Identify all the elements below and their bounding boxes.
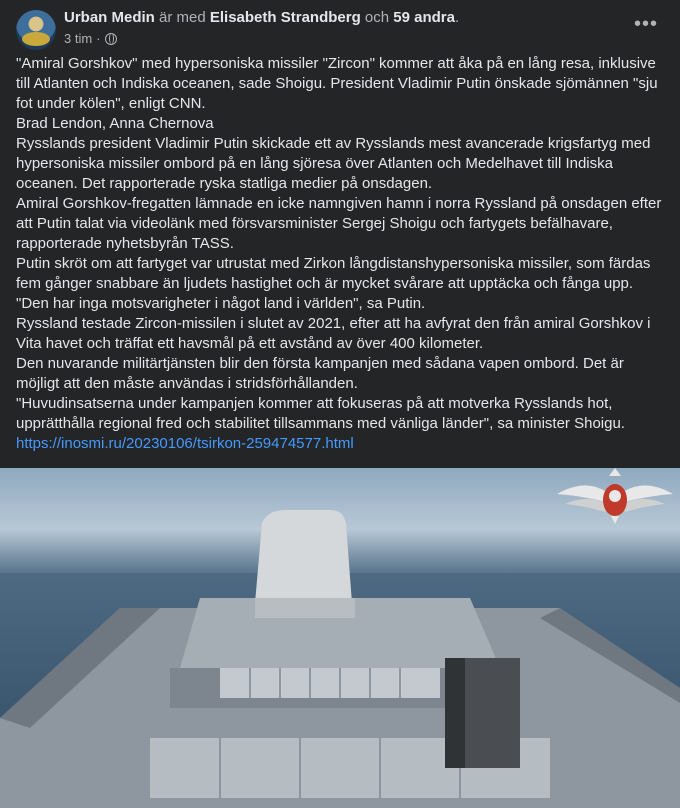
turret — [255, 510, 352, 603]
post-text — [16, 54, 664, 454]
vls-hatches — [220, 668, 440, 698]
post-header — [0, 0, 680, 56]
meta-separator: · — [96, 31, 101, 46]
globe-icon[interactable] — [105, 33, 117, 45]
author-avatar[interactable] — [16, 10, 56, 50]
turret-base — [255, 598, 355, 618]
mast-shadow — [445, 658, 465, 768]
paragraph: Brad Lendon, Anna Chernova — [16, 115, 214, 132]
ship-deck-illustration — [0, 468, 680, 808]
paragraph: Rysslands president Vladimir Putin skickade ett av Rysslands mest avancerade krigsfartyg med hypersoniska missiler ombord på en lång sjöresa över Atlanten och Medelhavet till Indiska oceanen. Det rapporterade ryska statliga medier på onsdagen. — [16, 135, 651, 192]
more-options-icon[interactable]: ••• — [634, 13, 659, 35]
mast-post — [460, 658, 520, 768]
paragraph: "Amiral Gorshkov" med hypersoniska missiler "Zircon" kommer att åka på en lång resa, inklusive till Atlanten och Indiska oceanen, sade Shoigu. President Vladimir Putin önskade sjömännen "sju fot under kölen", enligt CNN. — [16, 55, 658, 112]
tagged-person[interactable]: Elisabeth Strandberg — [209, 9, 361, 26]
ministry-of-defence-emblem-icon — [557, 468, 673, 524]
paragraph: Putin skröt om att fartyget var utrustat med Zirkon långdistanshypersoniska missiler, som färdas fem gånger snabbare än ljudets hastighet och är mycket svårare att upptäcka och fånga upp. — [16, 255, 651, 292]
author-line — [64, 9, 459, 27]
post-meta — [64, 31, 117, 47]
others-link[interactable]: 59 andra — [393, 9, 455, 26]
paragraph: Amiral Gorshkov-fregatten lämnade en icke namngiven hamn i norra Ryssland på onsdagen efter att Putin talat via videolänk med försvarsminister Sergej Shoigu och fartygets befälhavare, rapporterade nyhetsbyrån TASS. — [16, 195, 662, 252]
paragraph: "Huvudinsatserna under kampanjen kommer att fokuseras på att motverka Rysslands hot, upprätthålla regional fred och stabilitet tillsammans med vänliga länder", sa minister Shoigu. — [16, 395, 625, 432]
paragraph: "Den har inga motsvarigheter i något land i världen", sa Putin. — [16, 295, 426, 312]
post-image[interactable] — [0, 468, 680, 808]
author-name[interactable]: Urban Medin — [64, 9, 155, 26]
with-text: är med — [159, 9, 206, 26]
post-time[interactable]: 3 tim — [64, 31, 93, 46]
article-link[interactable]: https://inosmi.ru/20230106/tsirkon-259474577.html — [16, 435, 354, 452]
paragraph: Ryssland testade Zircon-missilen i slutet av 2021, efter att ha avfyrat den från amiral Gorshkov i Vita havet och träffat ett havsmål på ett avstånd av över 400 kilometer. — [16, 315, 651, 352]
period: . — [454, 9, 460, 26]
paragraph: Den nuvarande militärtjänsten blir den första kampanjen med sådana vapen ombord. Det är möjligt att den måste användas i stridsförhållanden. — [16, 355, 624, 392]
and-text: och — [364, 9, 390, 26]
